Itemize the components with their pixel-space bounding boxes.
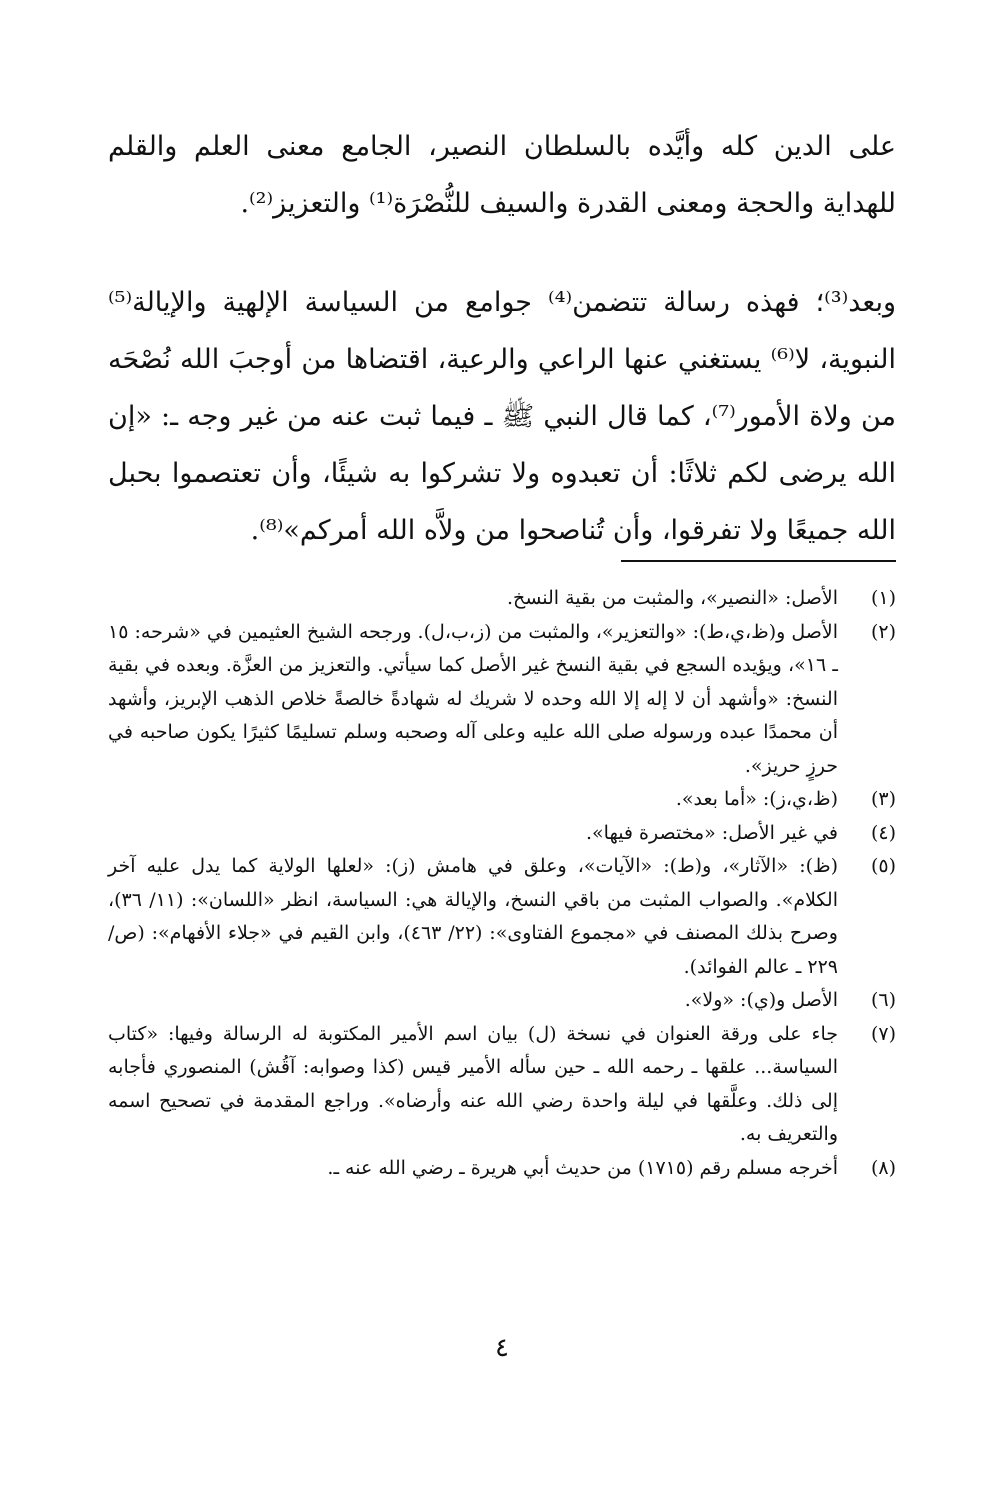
footnote-text: (ظ): «الآثار»، و(ط): «الآيات»، وعلق في هامش (ز): «لعلها الولاية كما يدل عليه آخر الكلام». والصواب المثبت من باقي النسخ، والإيالة هي: السياسة، انظر «اللسان»: (١١/ ٣٦)، وصرح بذلك المصنف في «مجموع الفتاوى»: (٢٢/ ٤٦٣)، وابن القيم في «جلاء الأفهام»: (ص/ ٢٢٩ ـ عالم الفوائد). — [108, 855, 838, 978]
page-number: ٤ — [495, 1333, 509, 1363]
footnote-number: (٨) — [870, 1156, 896, 1179]
footnote-text: الأصل: «النصير»، والمثبت من بقية النسخ. — [507, 587, 838, 609]
footnote-number: (٧) — [870, 1022, 896, 1045]
body-paragraph-1: على الدين كله وأيَّده بالسلطان النصير، الجامع معنى العلم والقلم للهداية والحجة ومعنى القدرة والسيف للنُّصْرَة⁽¹⁾ والتعزيز⁽²⁾. — [108, 131, 896, 219]
footnote-text: الأصل و(ي): «ولا». — [684, 989, 838, 1011]
footnote-5 — [108, 850, 896, 984]
footnote-number: (٣) — [870, 788, 896, 810]
footnote-6 — [108, 984, 896, 1018]
footnote-number: (٢) — [870, 620, 896, 643]
footnotes-list — [108, 582, 896, 1185]
footnote-text: الأصل و(ظ،ي،ط): «والتعزير»، والمثبت من (ز،ب،ل). ورجحه الشيخ العثيمين في «شرحه: ١٥ ـ ١٦»، ويؤيده السجع في بقية النسخ غير الأصل كما سيأتي. والتعزيز من العزَّة. وبعده في بقية النسخ: «وأشهد أن لا إله إلا الله وحده لا شريك له شهادةً خالصةً خلاص الذهب الإبريز، وأشهد أن محمدًا عبده ورسوله صلى الله عليه وعلى آله وصحبه وسلم تسليمًا كثيرًا يكون صاحبه في حرزٍ حريز». — [108, 620, 838, 777]
footnote-7 — [108, 1018, 896, 1152]
footnote-3 — [108, 783, 896, 817]
footnote-separator — [621, 560, 896, 562]
footnote-number: (١) — [870, 587, 896, 609]
footnote-1 — [108, 582, 896, 616]
body-paragraph-2: وبعد⁽³⁾؛ فهذه رسالة تتضمن⁽⁴⁾ جوامع من السياسة الإلهية والإيالة⁽⁵⁾ النبوية، لا⁽⁶⁾ يستغني عنها الراعي والرعية، اقتضاها من أوجبَ الله نُصْحَه من ولاة الأمور⁽⁷⁾، كما قال النبي ﷺ ـ فيما ثبت عنه من غير وجه ـ: «إن الله يرضى لكم ثلاثًا: أن تعبدوه ولا تشركوا به شيئًا، وأن تعتصموا بحبل الله جميعًا ولا تفرقوا، وأن تُناصحوا من ولاَّه الله أمركم»⁽⁸⁾. — [108, 287, 897, 546]
footnote-number: (٤) — [870, 821, 896, 844]
book-page — [108, 118, 896, 1505]
footnote-text: جاء على ورقة العنوان في نسخة (ل) بيان اسم الأمير المكتوبة له الرسالة وفيها: «كتاب السياسة... علقها ـ رحمه الله ـ حين سأله الأمير قيس (كذا وصوابه: آقُش) المنصوري فأجابه إلى ذلك. وعلَّقها في ليلة واحدة رضي الله عنه وأرضاه». وراجع المقدمة في تصحيح اسمه والتعريف به. — [108, 1022, 838, 1145]
footnote-text: (ظ،ي،ز): «أما بعد». — [675, 788, 838, 810]
footnote-4 — [108, 817, 896, 851]
footnote-text: في غير الأصل: «مختصرة فيها». — [585, 821, 838, 844]
footnote-number: (٥) — [870, 855, 896, 877]
footnote-text: أخرجه مسلم رقم (١٧١٥) من حديث أبي هريرة ـ رضي الله عنه ـ. — [327, 1156, 838, 1179]
footnote-8 — [108, 1152, 896, 1186]
footnote-2 — [108, 616, 896, 784]
footnote-number: (٦) — [870, 989, 896, 1011]
